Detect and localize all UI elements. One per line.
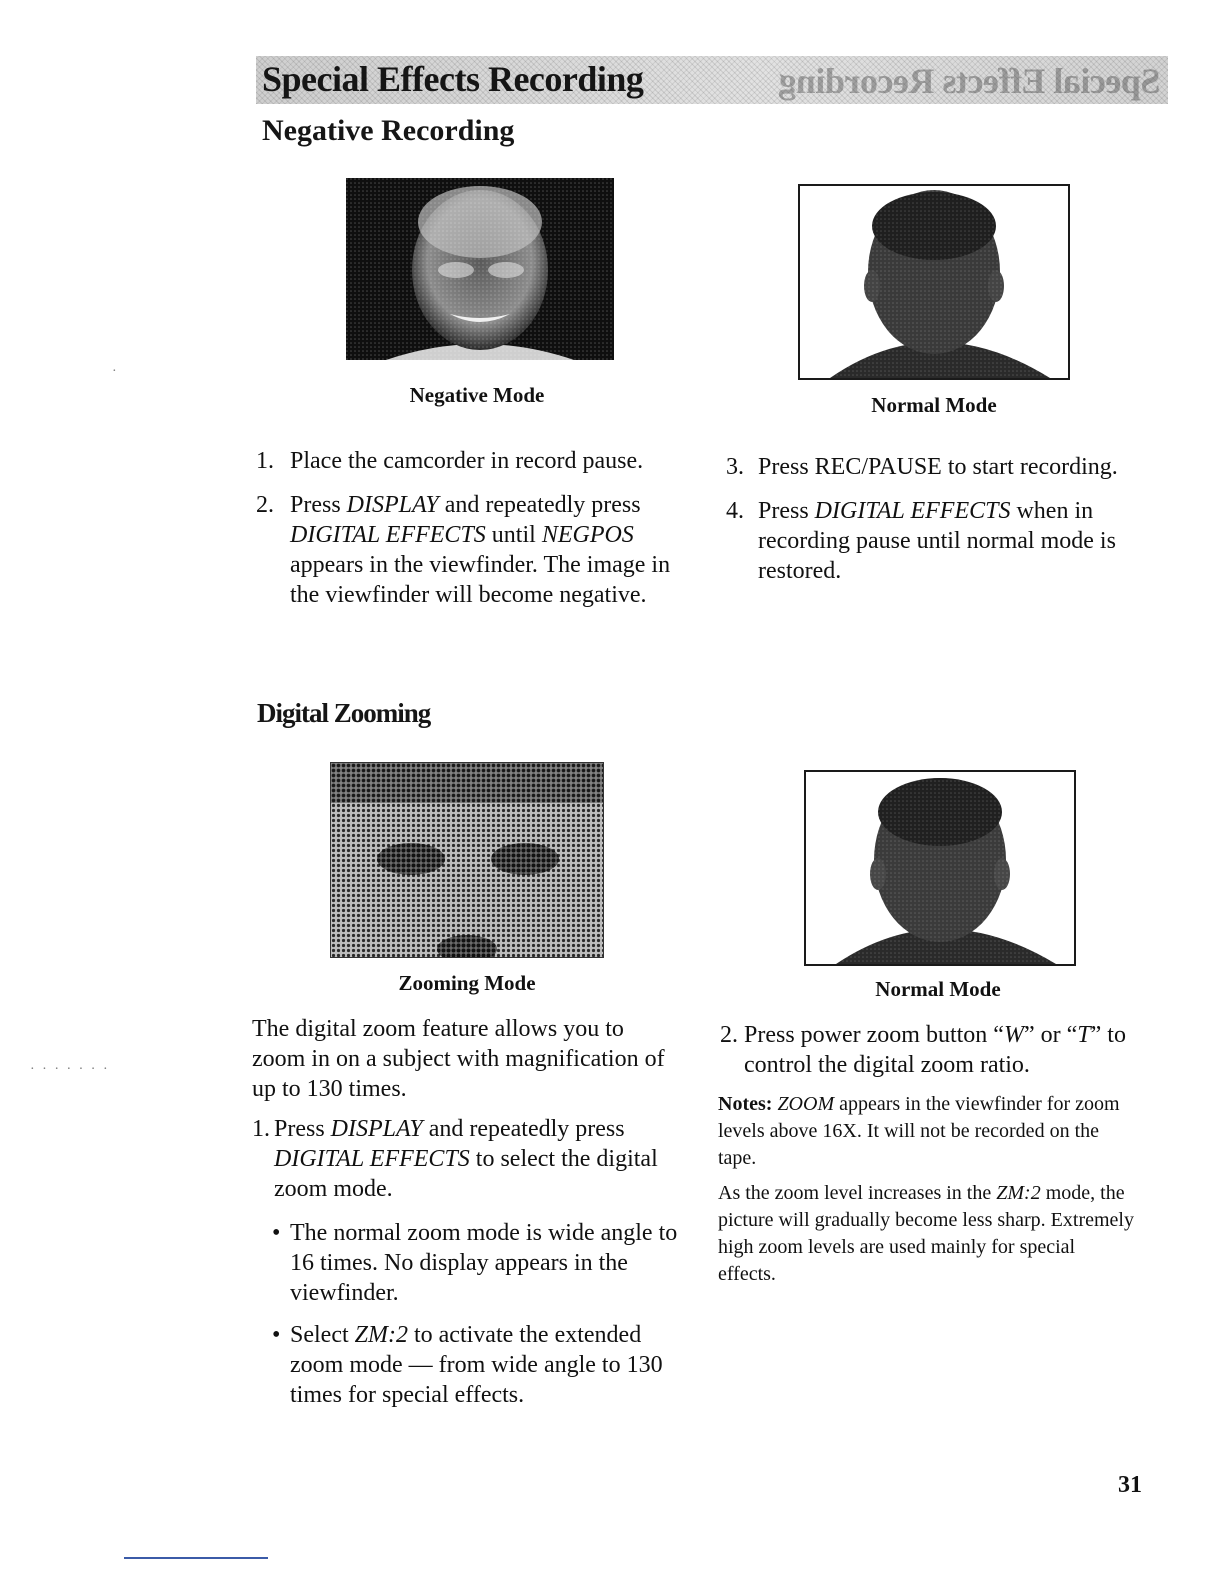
negative-face-image [346, 178, 614, 360]
text-run-italic: ZOOM [777, 1093, 835, 1115]
text-run: when in recording pause until normal mode is restored. [758, 498, 1116, 584]
text-run: to select the digital zoom mode. [274, 1146, 658, 1202]
header-banner [256, 56, 1168, 104]
caption-zooming-mode: Zooming Mode [398, 971, 536, 995]
notes-label: Notes: [718, 1093, 773, 1115]
zoomed-face-image [331, 763, 603, 957]
step-number: 1. [256, 448, 274, 474]
text-run: Press [274, 1116, 331, 1142]
bullet-icon: • [272, 1220, 281, 1246]
caption-negative-mode: Negative Mode [409, 383, 545, 407]
list-item [256, 446, 702, 476]
text-run-italic: T [1077, 1022, 1091, 1048]
text-run: ” or “ [1023, 1022, 1078, 1048]
step-number: 1. [252, 1116, 270, 1142]
section-heading-negative: Negative Recording [262, 114, 515, 147]
list-item [726, 496, 1154, 592]
text-run: Press power zoom button “ [744, 1022, 1004, 1048]
scan-speck: · · · · · · · [30, 1062, 110, 1077]
text-run: and repeatedly press [422, 1116, 625, 1142]
step-number: 2. [256, 492, 274, 518]
text-run: As the zoom level increases in the [718, 1182, 997, 1204]
text-run: Press [290, 492, 347, 518]
zoom-step-1 [252, 1114, 682, 1214]
normal-mode-photo [798, 184, 1070, 380]
text-run: Select [290, 1322, 355, 1348]
banner-mirror-text: Special Effects Recording [778, 61, 1160, 101]
text-run-italic: W [1003, 1022, 1024, 1048]
list-item [726, 452, 1154, 482]
text-run: appears in the viewfinder. The image in the viewfinder will become negative. [290, 552, 671, 608]
text-run: and repeatedly press [438, 492, 641, 518]
normal-face-image [806, 772, 1074, 964]
text-run: Press [758, 498, 815, 524]
normal-face-image [800, 186, 1068, 378]
step-text [290, 490, 702, 610]
step-text [744, 1020, 1140, 1080]
bullet-icon: • [272, 1322, 281, 1348]
text-run: to activate the extended zoom mode — from wide angle to 130 times for special effects. [290, 1322, 663, 1408]
footer-rule [124, 1557, 268, 1559]
step-text [758, 496, 1150, 586]
text-run-italic: DISPLAY [330, 1116, 423, 1142]
zoom-note-1 [718, 1091, 1138, 1172]
text-run-italic: DIGITAL EFFECTS [290, 522, 486, 548]
scan-speck: · [112, 364, 119, 379]
negative-steps-left [256, 446, 702, 616]
page-title: Special Effects Recording [262, 59, 644, 99]
section-heading-zoom: Digital Zooming [257, 698, 431, 728]
zoom-bullet-1 [272, 1218, 684, 1310]
text-run-italic: NEGPOS [541, 522, 634, 548]
text-run-italic: DIGITAL EFFECTS [274, 1146, 470, 1172]
list-item [256, 490, 702, 614]
text-run: mode, the picture will gradually become less sharp. Extremely high zoom levels are used mainly for special effects. [718, 1182, 1134, 1285]
text-run-italic: ZM:2 [996, 1182, 1041, 1204]
text-run-italic: DISPLAY [346, 492, 439, 518]
step-number: 3. [726, 454, 744, 480]
zoom-bullet-2 [272, 1320, 684, 1412]
step-text [274, 1114, 674, 1204]
normal-mode-photo-2 [804, 770, 1076, 966]
text-run: until [485, 522, 542, 548]
text-run: appears in the viewfinder for zoom levels above 16X. It will not be recorded on the tape. [718, 1093, 1120, 1169]
page-number: 31 [1118, 1472, 1142, 1498]
zoom-note-2 [718, 1180, 1138, 1288]
text-run-italic: DIGITAL EFFECTS [814, 498, 1011, 524]
caption-normal-mode: Normal Mode [871, 393, 997, 417]
step-number: 2. [720, 1022, 738, 1048]
step-number: 4. [726, 498, 744, 524]
bullet-text: The normal zoom mode is wide angle to 16 times. No display appears in the viewfinder. [290, 1220, 678, 1306]
negative-mode-photo [346, 178, 614, 360]
text-run-italic: ZM:2 [354, 1322, 408, 1348]
caption-normal-mode-2: Normal Mode [875, 977, 1001, 1001]
negative-steps-right [726, 452, 1154, 592]
text-run: ” to control the digital zoom ratio. [744, 1022, 1126, 1078]
zoom-step-2 [720, 1020, 1140, 1084]
zoom-intro: The digital zoom feature allows you to zoom in on a subject with magnification of up to 130 times. [252, 1016, 665, 1102]
bullet-text [290, 1320, 670, 1410]
step-text: Press REC/PAUSE to start recording. [758, 454, 1118, 480]
step-text: Place the camcorder in record pause. [290, 448, 644, 474]
zooming-mode-photo [330, 762, 604, 958]
